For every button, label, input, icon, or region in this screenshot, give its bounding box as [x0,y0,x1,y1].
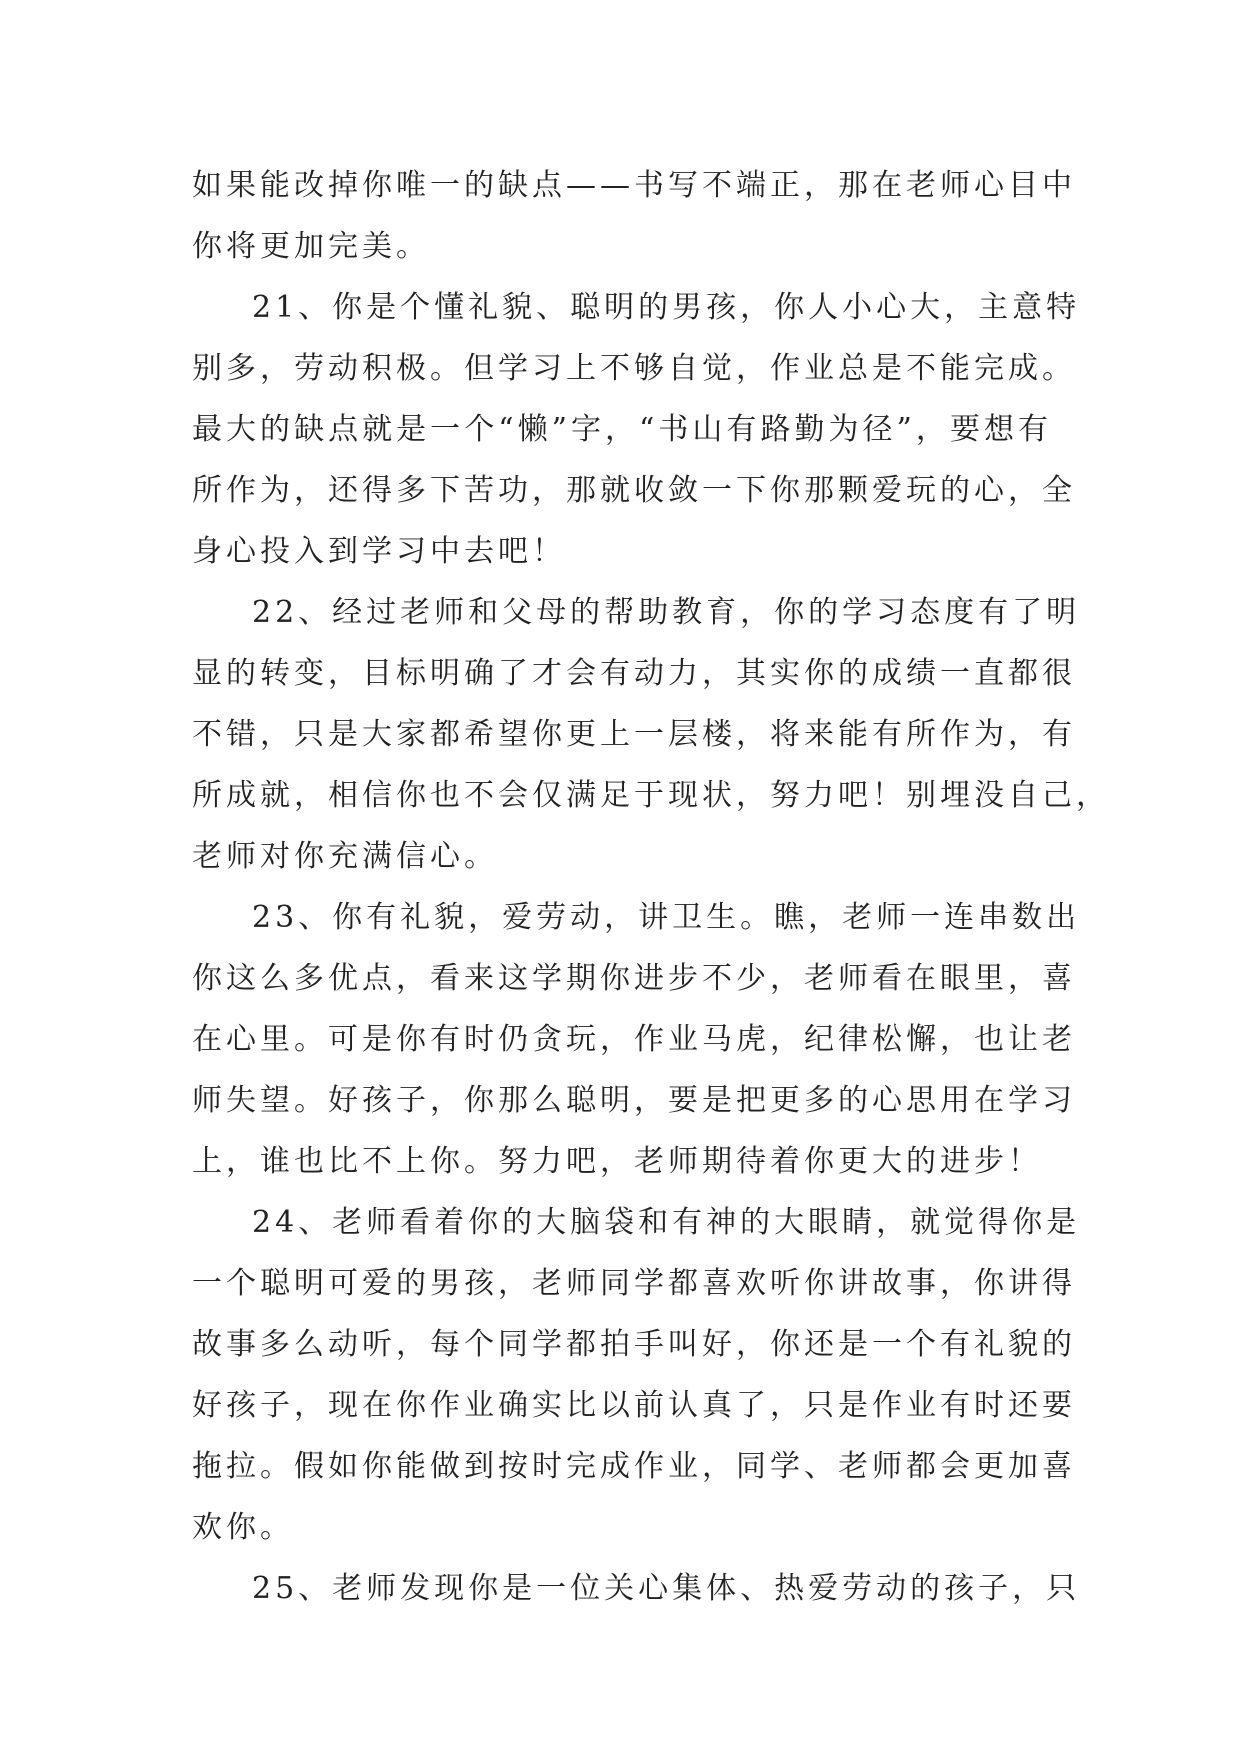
text-line: 在心里。可是你有时仍贪玩，作业马虎，纪律松懈，也让老 [192,1022,1076,1057]
paragraph-start-22: 22、经过老师和父母的帮助教育，你的学习态度有了明 [252,595,1081,630]
text-line: 不错，只是大家都希望你更上一层楼，将来能有所作为，有 [192,717,1076,752]
text-line: 身心投入到学习中去吧！ [192,534,566,569]
text-line: 别多，劳动积极。但学习上不够自觉，作业总是不能完成。 [192,351,1076,386]
text-line: 一个聪明可爱的男孩，老师同学都喜欢听你讲故事，你讲得 [192,1266,1076,1301]
text-line: 老师对你充满信心。 [192,839,498,874]
text-line: 显的转变，目标明确了才会有动力，其实你的成绩一直都很 [192,656,1076,691]
text-line: 故事多么动听，每个同学都拍手叫好，你还是一个有礼貌的 [192,1327,1076,1362]
text-line: 如果能改掉你唯一的缺点——书写不端正，那在老师心目中 [192,168,1076,203]
text-line: 欢你。 [192,1510,294,1545]
text-line: 师失望。好孩子，你那么聪明，要是把更多的心思用在学习 [192,1083,1076,1118]
paragraph-start-25: 25、老师发现你是一位关心集体、热爱劳动的孩子，只 [252,1571,1081,1606]
text-line: 你将更加完美。 [192,229,430,264]
paragraph-start-24: 24、老师看着你的大脑袋和有神的大眼睛，就觉得你是 [252,1205,1081,1240]
text-line: 最大的缺点就是一个“懒”字，“书山有路勤为径”，要想有 [192,412,1052,447]
text-line: 好孩子，现在你作业确实比以前认真了，只是作业有时还要 [192,1388,1076,1423]
text-line: 所作为，还得多下苦功，那就收敛一下你那颗爱玩的心，全 [192,473,1076,508]
text-line: 你这么多优点，看来这学期你进步不少，老师看在眼里，喜 [192,961,1076,996]
paragraph-start-21: 21、你是个懂礼貌、聪明的男孩，你人小心大，主意特 [252,290,1081,325]
text-line: 拖拉。假如你能做到按时完成作业，同学、老师都会更加喜 [192,1449,1076,1484]
text-line: 上，谁也比不上你。努力吧，老师期待着你更大的进步！ [192,1144,1042,1179]
paragraph-start-23: 23、你有礼貌，爱劳动，讲卫生。瞧，老师一连串数出 [252,900,1081,935]
text-line: 所成就，相信你也不会仅满足于现状，努力吧！别埋没自己， [192,778,1110,813]
document-page [192,155,1110,1619]
